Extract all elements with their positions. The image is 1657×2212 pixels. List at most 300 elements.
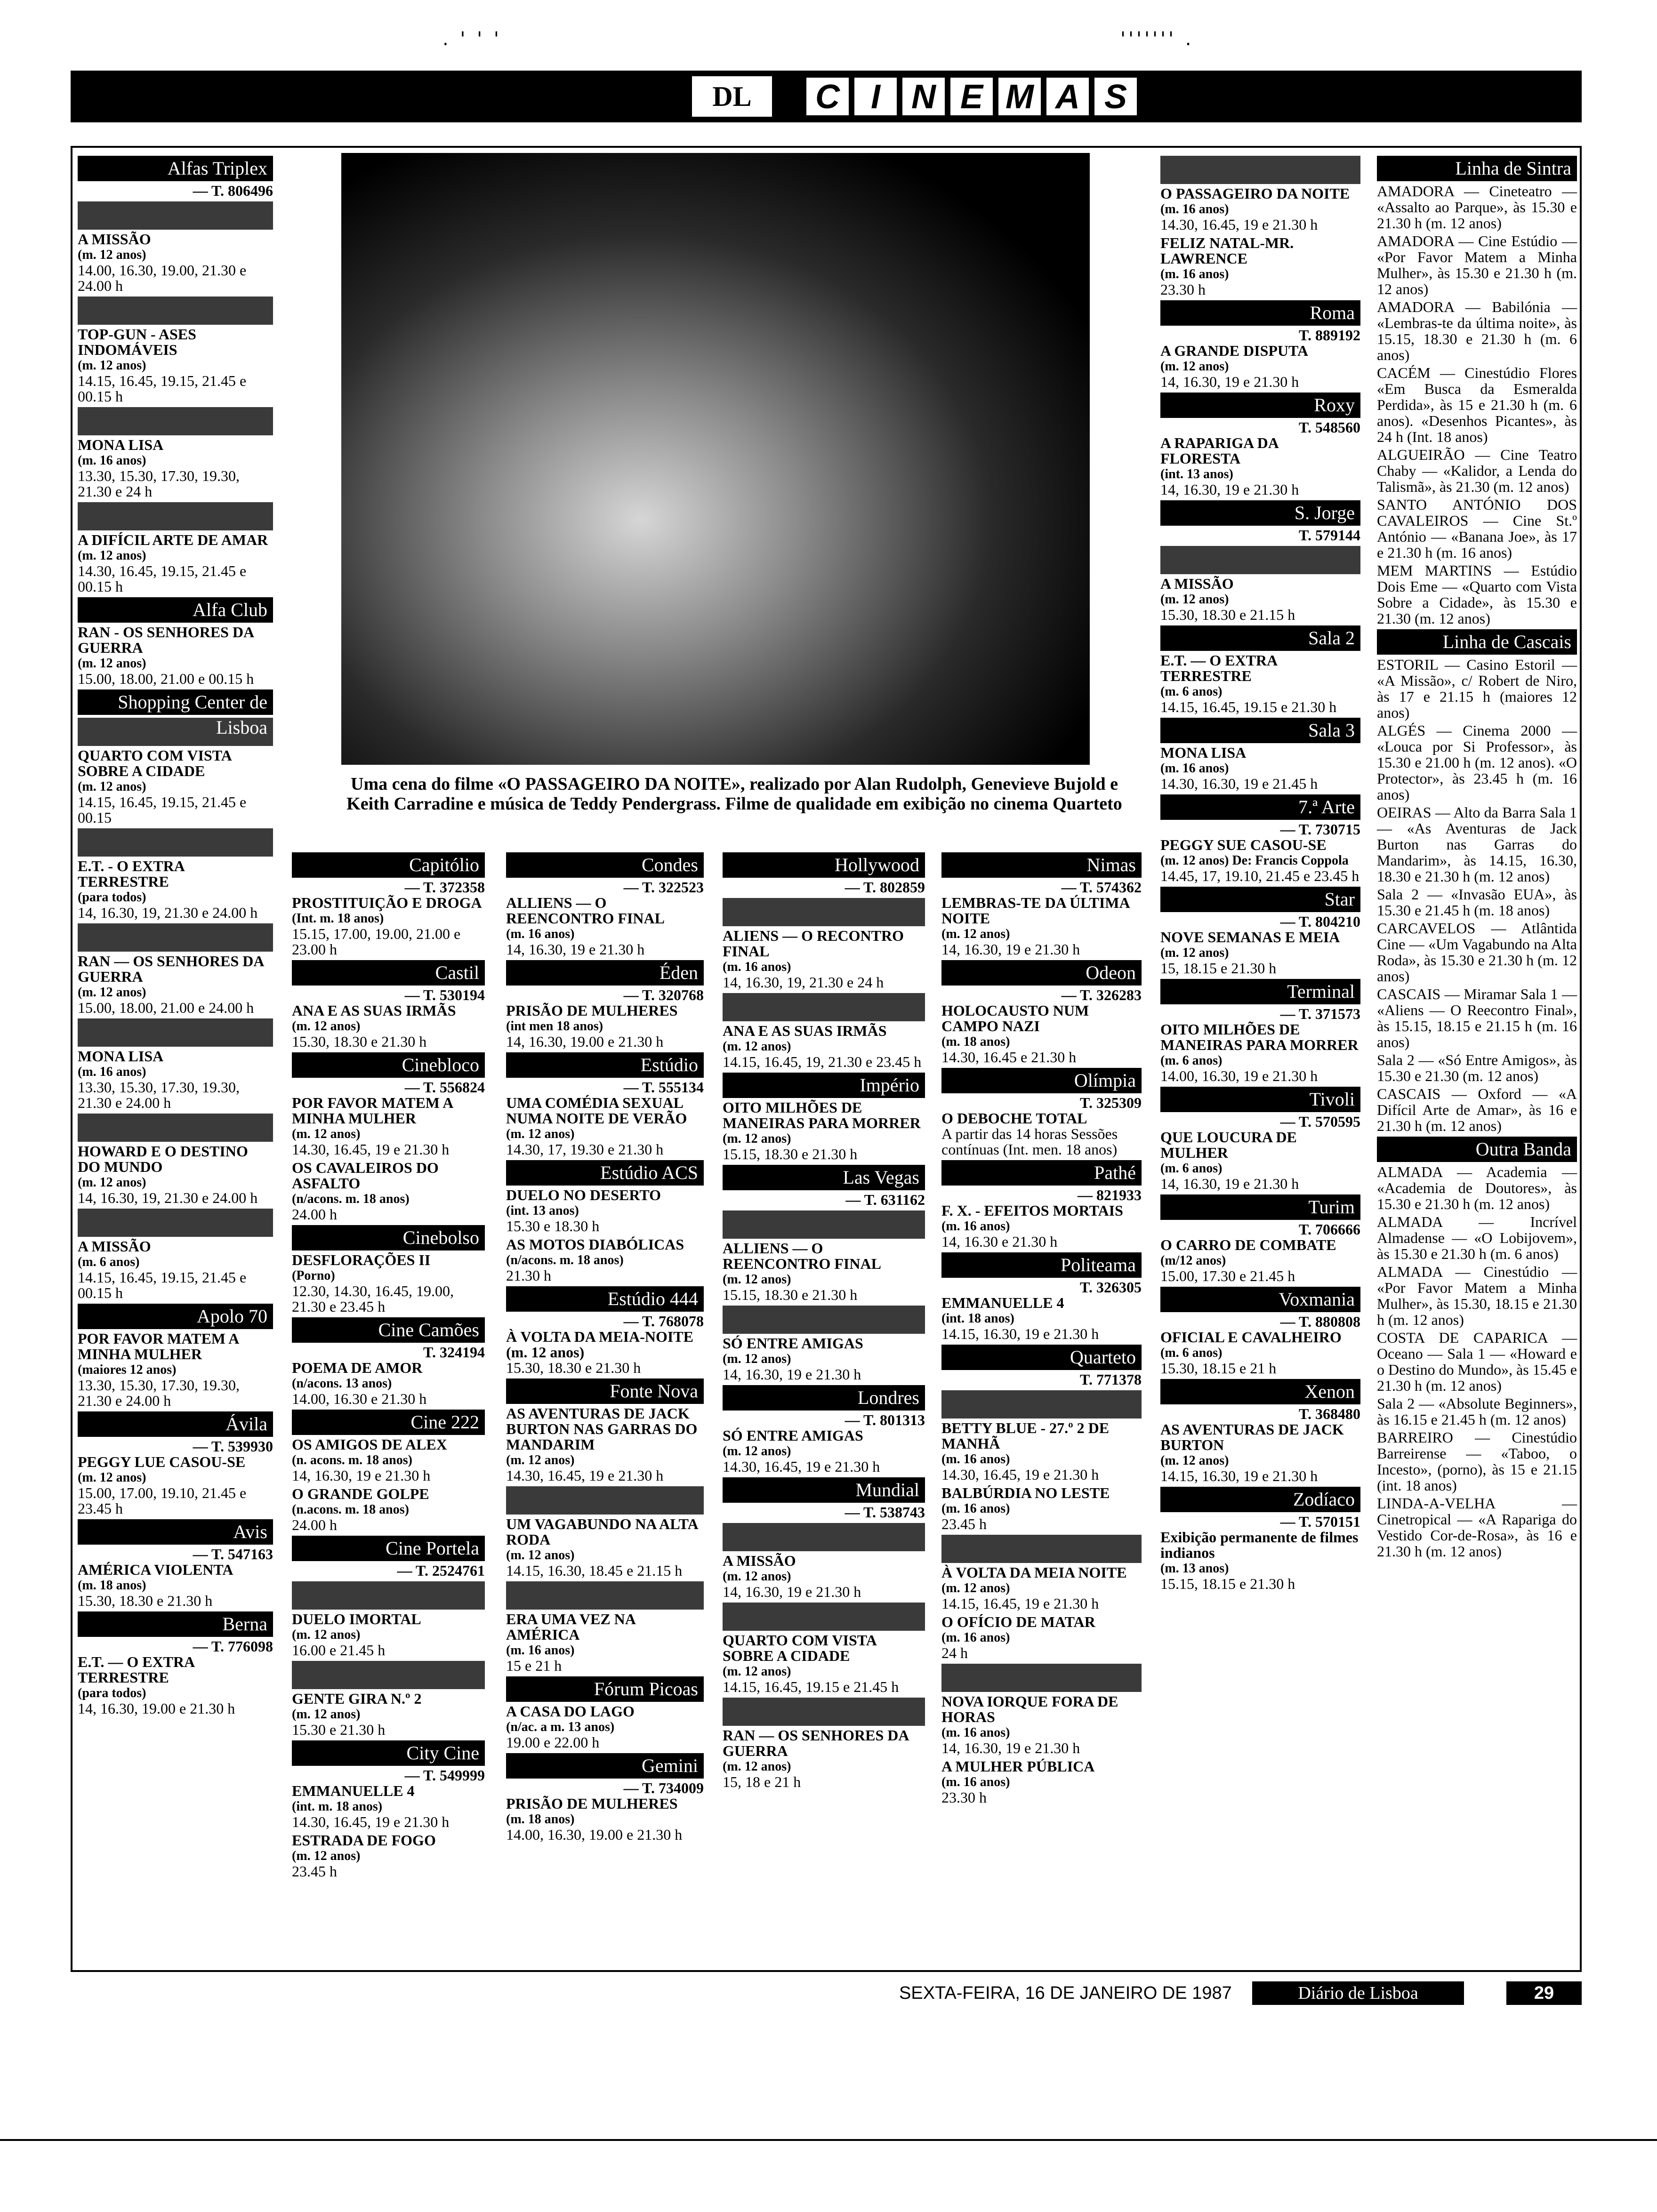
regional-listing: ALMADA — Academia — «Academia de Doutores», às 15.30 e 21.30 h (m. 12 anos)	[1377, 1163, 1577, 1212]
cinema-name: City Cine	[292, 1740, 485, 1766]
film-title: PROSTITUIÇÃO E DROGA	[292, 894, 482, 911]
showtimes: 14, 16.30, 19, 21.30 e 24.00 h	[78, 1189, 258, 1206]
cinema-name: Cinebolso	[292, 1225, 485, 1250]
film-entry	[292, 1095, 485, 1157]
cinema-name: Castil	[292, 960, 485, 986]
showtimes: 15.30, 18.30 e 21.30 h	[78, 1592, 213, 1609]
film-title: SÓ ENTRE AMIGAS	[723, 1335, 863, 1352]
regional-listing: Sala 2 — «Só Entre Amigos», às 15.30 e 21.30 (m. 12 anos)	[1377, 1051, 1577, 1084]
film-title: MONA LISA	[78, 1048, 164, 1065]
film-entry	[1160, 1130, 1360, 1192]
showtimes: 14.45, 17, 19.10, 21.45 e 23.45 h	[1160, 867, 1359, 884]
film-title: A GRANDE DISPUTA	[1160, 342, 1309, 359]
newspaper-name: Diário de Lisboa	[1252, 1981, 1464, 2005]
regional-listing: AMADORA — Babilónia — «Lembras-te da última noite», às 15.15, 18.30 e 21.30 h (m. 6 anos)	[1377, 298, 1577, 363]
cinema-name: Nimas	[941, 852, 1142, 878]
cinema-phone: — T. 776098	[193, 1638, 273, 1655]
age-rating: (m. 12 anos)	[292, 1127, 361, 1141]
top-marks-left: . ' ' '	[442, 28, 502, 50]
cinema-name: Gemini	[506, 1753, 704, 1779]
film-title: LEMBRAS-TE DA ÚLTIMA NOITE	[941, 894, 1129, 927]
age-rating: (int. 13 anos)	[506, 1203, 579, 1218]
film-entry	[78, 1114, 273, 1206]
film-entry	[506, 895, 704, 957]
cinema-phone: — T. 574362	[1061, 879, 1142, 896]
film-thumbnail	[78, 828, 273, 857]
showtimes: 14.15, 16.45, 19.15, 21.45 e 00.15	[78, 793, 247, 826]
film-entry	[941, 1111, 1142, 1157]
regional-listing: ALMADA — Cinestúdio — «Por Favor Matem a Minha Mulher», às 15.30, 18.15 e 21.30 h (m. 12 anos)	[1377, 1263, 1577, 1328]
showtimes: 14, 16.30, 19 e 21.30 h	[941, 1739, 1080, 1756]
film-thumbnail	[723, 898, 925, 926]
cinema-phone: T. 326305	[1080, 1279, 1142, 1296]
film-title: Exibição permanente de filmes indianos	[1160, 1529, 1359, 1561]
age-rating: (m. 16 anos)	[506, 927, 575, 941]
age-rating: (m. 12 anos)	[78, 548, 146, 563]
cinema-phone: — T. 322523	[623, 879, 704, 896]
showtimes: 15.15, 18.30 e 21.30 h	[723, 1146, 858, 1162]
showtimes: 15.15, 18.15 e 21.30 h	[1160, 1575, 1295, 1592]
showtimes: 15.15, 18.30 e 21.30 h	[723, 1286, 858, 1303]
cinema-phone: — T. 570595	[1280, 1113, 1360, 1130]
film-entry	[723, 993, 925, 1070]
film-title: A RAPARIGA DA FLORESTA	[1160, 434, 1279, 467]
showtimes: 14.00, 16.30, 19.00 e 21.30 h	[506, 1826, 683, 1843]
film-entry	[1160, 653, 1360, 715]
cinema-name: Outra Banda	[1377, 1137, 1577, 1162]
film-thumbnail	[723, 1306, 925, 1334]
showtimes: 14, 16.30, 19 e 21.30 h	[941, 941, 1080, 958]
film-thumbnail	[78, 1114, 273, 1142]
regional-listing: AMADORA — Cine Estúdio — «Por Favor Matem a Minha Mulher», às 15.30 e 21.30 h (m. 12 anos)	[1377, 232, 1577, 297]
film-entry	[1160, 930, 1360, 976]
film-thumbnail	[1160, 156, 1360, 184]
film-title: AS MOTOS DIABÓLICAS	[506, 1236, 684, 1253]
film-entry	[941, 1003, 1142, 1065]
film-entry	[723, 1100, 925, 1162]
showtimes: 14.15, 16.45, 19.15 e 21.30 h	[1160, 698, 1337, 715]
title-letter: I	[853, 76, 898, 117]
cinema-name: Zodíaco	[1160, 1487, 1360, 1512]
age-rating: (m. 12 anos)	[78, 248, 146, 262]
cinema-name: S. Jorge	[1160, 500, 1360, 526]
film-entry	[78, 1018, 273, 1111]
cinema-name: Olímpia	[941, 1068, 1142, 1093]
film-title: RAN — OS SENHORES DA GUERRA	[78, 953, 264, 985]
showtimes: 15, 18.15 e 21.30 h	[1160, 960, 1277, 977]
cinema-name: Alfas Triplex	[78, 156, 273, 181]
cinema-phone: T. 548560	[1299, 419, 1360, 436]
film-entry	[506, 1095, 704, 1157]
issue-date: SEXTA-FEIRA, 16 DE JANEIRO DE 1987	[899, 1983, 1232, 2003]
film-entry	[506, 1406, 704, 1483]
regional-listing: SANTO ANTÓNIO DOS CAVALEIROS — Cine St.º António — «Banana Joe», às 17 e 21.30 h (m. 16 anos)	[1377, 496, 1577, 561]
film-entry	[723, 1603, 925, 1695]
film-entry	[78, 828, 273, 921]
film-still-photo	[341, 153, 1090, 765]
film-entry	[506, 1796, 704, 1843]
cinema-name: Berna	[78, 1611, 273, 1637]
film-entry	[292, 1833, 485, 1879]
showtimes: 14, 16.30, 19 e 21.30 h	[723, 1366, 861, 1383]
film-entry	[78, 502, 273, 594]
age-rating: (m. 16 anos)	[941, 1219, 1010, 1234]
cinema-phone: — 821933	[1078, 1186, 1142, 1203]
film-title: AS AVENTURAS DE JACK BURTON	[1160, 1421, 1344, 1453]
film-thumbnail	[506, 1486, 704, 1515]
title-letter: C	[805, 76, 850, 117]
cinema-phone: — T. 730715	[1280, 821, 1360, 838]
page-number: 29	[1506, 1981, 1582, 2005]
showtimes: 15.30, 18.30 e 21.30 h	[292, 1033, 427, 1050]
film-thumbnail	[292, 1661, 485, 1689]
showtimes: 14, 16.30, 19 e 21.30 h	[1160, 373, 1299, 390]
film-entry	[1160, 235, 1360, 297]
cinema-name: Estúdio	[506, 1052, 704, 1078]
film-title: OITO MILHÕES DE MANEIRAS PARA MORRER	[1160, 1021, 1359, 1053]
age-rating: (n/acons. m. 18 anos)	[506, 1253, 624, 1267]
title-letter: S	[1093, 76, 1138, 117]
film-entry	[941, 1759, 1142, 1805]
showtimes: 14, 16.30, 19 e 21.30 h	[1160, 1175, 1299, 1192]
film-title: ANA E AS SUAS IRMÃS	[723, 1022, 887, 1039]
cinema-name: Fórum Picoas	[506, 1676, 704, 1702]
film-title: A MULHER PÚBLICA	[941, 1758, 1095, 1775]
cinema-name: Estúdio ACS	[506, 1160, 704, 1186]
film-title: QUARTO COM VISTA SOBRE A CIDADE	[78, 747, 232, 779]
showtimes: 13.30, 15.30, 17.30, 19.30, 21.30 e 24.00 h	[78, 1377, 240, 1409]
showtimes: 23.30 h	[941, 1789, 987, 1806]
cinema-phone: — T. 555134	[623, 1079, 704, 1096]
film-entry	[723, 1210, 925, 1303]
regional-listing: ALGÉS — Cinema 2000 — «Louca por Si Professor», às 15.30 e 21.00 h (m. 12 anos). «O Protector», às 23.45 h (m. 16 anos)	[1377, 722, 1577, 803]
regional-listing: BARREIRO — Cinestúdio Barreirense — «Taboo, o Incesto», (porno), às 15 e 21.15 (int. 18 anos)	[1377, 1429, 1577, 1494]
film-entry	[292, 1486, 485, 1533]
showtimes: 14, 16.30, 19 e 21.30 h	[1160, 481, 1299, 498]
film-title: RAN — OS SENHORES DA GUERRA	[723, 1727, 909, 1759]
film-thumbnail	[78, 407, 273, 435]
film-thumbnail	[723, 1210, 925, 1239]
film-title: UM VAGABUNDO NA ALTA RODA	[506, 1515, 698, 1548]
showtimes: 14.15, 16.45, 19 e 21.30 h	[941, 1595, 1099, 1612]
cinema-phone: — T. 556824	[404, 1079, 485, 1096]
age-rating: (m. 16 anos)	[941, 1452, 1010, 1467]
film-title: HOWARD E O DESTINO DO MUNDO	[78, 1143, 248, 1175]
film-entry	[941, 1614, 1142, 1661]
film-title: E.T. — O EXTRA TERRESTRE	[1160, 652, 1277, 684]
film-thumbnail	[941, 1664, 1142, 1692]
age-rating: (m. 12 anos)	[78, 1175, 146, 1190]
film-entry	[78, 297, 273, 404]
age-rating: (m. 18 anos)	[506, 1812, 575, 1827]
regional-listing: LINDA-A-VELHA — Cinetropical — «A Rapariga do Vestido Cor-de-Rosa», às 16 e 21.30 h (m. 12 anos)	[1377, 1495, 1577, 1560]
showtimes: 24.00 h	[292, 1516, 337, 1533]
film-entry	[1160, 343, 1360, 390]
film-title: ESTRADA DE FOGO	[292, 1832, 436, 1849]
film-entry	[941, 1203, 1142, 1250]
cinema-name: Sala 3	[1160, 718, 1360, 743]
showtimes: 19.00 e 22.00 h	[506, 1734, 600, 1751]
bottom-rule	[0, 2139, 1657, 2141]
cinema-phone: — T. 549999	[404, 1767, 485, 1784]
listing-column-4	[723, 850, 925, 1793]
film-entry	[292, 1661, 485, 1738]
regional-listing: CASCAIS — Miramar Sala 1 — «Aliens — O Reecontro Final», às 15.15, 18.15 e 21.15 h (m. 16 anos)	[1377, 986, 1577, 1050]
film-entry	[941, 1535, 1142, 1611]
showtimes: 14.30, 16.45, 19 e 21.30 h	[506, 1467, 664, 1484]
film-title: OS CAVALEIROS DO ASFALTO	[292, 1159, 439, 1192]
age-rating: (m. 12 anos)	[292, 1627, 361, 1642]
film-entry	[78, 625, 273, 687]
showtimes: 21.30 h	[506, 1267, 551, 1284]
showtimes: 15.30, 18.30 e 21.30 h	[506, 1359, 641, 1376]
age-rating: (int. 13 anos)	[1160, 467, 1233, 481]
showtimes: 14, 16.30, 19 e 21.30 h	[723, 1583, 861, 1600]
film-title: A MISSÃO	[723, 1552, 796, 1569]
film-title: PRISÃO DE MULHERES	[506, 1002, 678, 1019]
showtimes: 14, 16.30, 19.00 e 21.30 h	[78, 1700, 235, 1717]
age-rating: (int men 18 anos)	[506, 1019, 603, 1034]
film-title: QUE LOUCURA DE MULHER	[1160, 1129, 1297, 1161]
showtimes: 14, 16.30, 19.00 e 21.30 h	[506, 1033, 664, 1050]
cinema-phone: T. 889192	[1299, 327, 1360, 344]
age-rating: (m. 12 anos)	[292, 1707, 361, 1722]
regional-listing: COSTA DE CAPARICA — Oceano — Sala 1 — «Howard e o Destino do Mundo», às 15.45 e 21.30 h (m. 12 anos)	[1377, 1329, 1577, 1394]
showtimes: 15, 18 e 21 h	[723, 1773, 801, 1790]
age-rating: (int. m. 18 anos)	[292, 1799, 383, 1814]
cinema-phone: — T. 371573	[1280, 1005, 1360, 1022]
film-title: E.T. - O EXTRA TERRESTRE	[78, 858, 185, 890]
showtimes: 14, 16.30, 19 e 21.30 h	[292, 1467, 431, 1484]
showtimes: 13.30, 15.30, 17.30, 19.30, 21.30 e 24.00 h	[78, 1079, 240, 1111]
showtimes: 15.30, 18.15 e 21 h	[1160, 1360, 1277, 1377]
film-title: A DIFÍCIL ARTE DE AMAR	[78, 531, 268, 548]
listing-column-5	[941, 850, 1142, 1808]
showtimes: 14.15, 16.45, 19.15, 21.45 e 00.15 h	[78, 1269, 247, 1301]
film-title: PRISÃO DE MULHERES	[506, 1795, 678, 1812]
film-title: F. X. - EFEITOS MORTAIS	[941, 1202, 1123, 1219]
showtimes: 14.15, 16.30, 18.45 e 21.15 h	[506, 1562, 683, 1579]
cinema-name: Voxmania	[1160, 1287, 1360, 1312]
film-thumbnail	[723, 1698, 925, 1726]
showtimes: 24 h	[941, 1644, 968, 1661]
age-rating: (m. 16 anos)	[1160, 202, 1229, 216]
film-thumbnail	[1160, 546, 1360, 574]
film-entry	[78, 1654, 273, 1716]
section-title	[805, 76, 1138, 117]
film-title: NOVE SEMANAS E MEIA	[1160, 929, 1340, 946]
cinema-phone: — T. 768078	[623, 1313, 704, 1330]
film-title: ALLIENS — O REENCONTRO FINAL	[723, 1240, 881, 1272]
age-rating: (m. 18 anos)	[78, 1578, 146, 1593]
showtimes: 15.00, 17.00, 19.10, 21.45 e 23.45 h	[78, 1484, 247, 1517]
regional-listing: AMADORA — Cineteatro — «Assalto ao Parque», às 15.30 e 21.30 h (m. 12 anos)	[1377, 183, 1577, 232]
age-rating: (m. 16 anos)	[941, 1630, 1010, 1645]
film-entry	[506, 1704, 704, 1750]
age-rating: (para todos)	[78, 890, 146, 905]
age-rating: (m. 12 anos)	[941, 1581, 1010, 1595]
cinema-name: Sala 2	[1160, 625, 1360, 651]
showtimes: 15.30, 18.30 e 21.15 h	[1160, 606, 1295, 623]
regional-listing: CASCAIS — Oxford — «A Difícil Arte de Amar», às 16 e 21.30 h (m. 12 anos)	[1377, 1085, 1577, 1134]
cinema-phone: — T. 880808	[1280, 1313, 1360, 1330]
cinema-name: Star	[1160, 887, 1360, 912]
film-title: MONA LISA	[1160, 744, 1247, 761]
film-title: O GRANDE GOLPE	[292, 1485, 429, 1502]
age-rating: (m. 12 anos)	[78, 358, 146, 373]
film-thumbnail	[78, 1018, 273, 1047]
showtimes: 13.30, 15.30, 17.30, 19.30, 21.30 e 24 h	[78, 467, 240, 500]
film-thumbnail	[78, 1209, 273, 1237]
age-rating: (m. 12 anos)	[292, 1019, 361, 1034]
age-rating: (Porno)	[292, 1268, 335, 1283]
film-entry	[78, 1454, 273, 1516]
title-letter: N	[901, 76, 946, 117]
showtimes: 14, 16.30 e 21.30 h	[941, 1233, 1058, 1250]
age-rating: (m. 12 anos)	[723, 1664, 791, 1679]
film-entry	[723, 1523, 925, 1600]
film-entry	[1160, 837, 1360, 884]
film-title: A MISSÃO	[78, 231, 151, 248]
cinema-name: Ávila	[78, 1411, 273, 1437]
cinema-name: Roxy	[1160, 393, 1360, 418]
film-title: ANA E AS SUAS IRMÃS	[292, 1002, 456, 1019]
cinema-name: Éden	[506, 960, 704, 986]
cinema-name: Linha de Sintra	[1377, 156, 1577, 181]
showtimes: 14.30, 16.45, 19 e 21.30 h	[723, 1458, 880, 1475]
film-title: DESFLORAÇÕES II	[292, 1251, 431, 1268]
film-entry	[292, 1360, 485, 1407]
age-rating: (m/12 anos)	[1160, 1253, 1226, 1268]
film-title: HOLOCAUSTO NUM CAMPO NAZI	[941, 1002, 1089, 1034]
cinema-name: Politeama	[941, 1252, 1142, 1278]
film-entry	[78, 1209, 273, 1301]
showtimes: 15.30 e 21.30 h	[292, 1721, 386, 1738]
age-rating: (Int. m. 18 anos)	[292, 911, 384, 926]
cinema-name: Pathé	[941, 1160, 1142, 1186]
film-thumbnail	[78, 201, 273, 230]
film-title: ALLIENS — O REENCONTRO FINAL	[506, 894, 665, 927]
film-thumbnail	[723, 1603, 925, 1631]
age-rating: (m. 12 anos)	[506, 1453, 575, 1467]
film-title: OS AMIGOS DE ALEX	[292, 1436, 447, 1453]
showtimes: 15.00, 18.00, 21.00 e 00.15 h	[78, 670, 254, 687]
film-entry	[1160, 156, 1360, 232]
film-title: DUELO NO DESERTO	[506, 1186, 661, 1203]
film-title: BETTY BLUE - 27.º 2 DE MANHÃ	[941, 1419, 1110, 1452]
cinema-name: Hollywood	[723, 852, 925, 878]
age-rating: (n. acons. m. 18 anos)	[292, 1453, 412, 1467]
age-rating: (m. 16 anos)	[941, 1725, 1010, 1740]
showtimes: 15.00, 18.00, 21.00 e 24.00 h	[78, 999, 254, 1016]
cinema-name: 7.ª Arte	[1160, 794, 1360, 820]
showtimes: 23.30 h	[1160, 281, 1206, 298]
film-thumbnail	[78, 923, 273, 952]
showtimes: 24.00 h	[292, 1206, 337, 1223]
cinema-phone: T. 771378	[1080, 1371, 1142, 1388]
film-entry	[506, 1329, 704, 1376]
cinema-phone: — T. 539930	[193, 1438, 273, 1455]
film-thumbnail	[506, 1581, 704, 1610]
age-rating: (maiores 12 anos)	[78, 1362, 177, 1377]
cinema-name: Cine Camões	[292, 1317, 485, 1343]
film-entry	[78, 201, 273, 294]
listing-column-6	[1160, 153, 1360, 1595]
age-rating: (m. 12 anos)	[723, 1759, 791, 1774]
film-entry	[941, 1390, 1142, 1483]
age-rating: (m. 12 anos)	[723, 1352, 791, 1366]
cinema-phone: T. 368480	[1299, 1405, 1360, 1422]
film-entry	[292, 1437, 485, 1483]
film-title: UMA COMÉDIA SEXUAL NUMA NOITE DE VERÃO	[506, 1094, 687, 1127]
cinema-name: Alfa Club	[78, 597, 273, 623]
age-rating: (m. 6 anos)	[1160, 684, 1223, 699]
age-rating: (m. 16 anos)	[506, 1643, 575, 1658]
age-rating: (m. 18 anos)	[941, 1034, 1010, 1049]
age-rating: (m. 6 anos)	[1160, 1161, 1223, 1176]
film-title: E.T. — O EXTRA TERRESTRE	[78, 1653, 194, 1686]
cinema-name: Odeon	[941, 960, 1142, 986]
film-entry	[941, 895, 1142, 957]
age-rating: (m. 12 anos)	[292, 1849, 361, 1863]
film-thumbnail	[292, 1581, 485, 1610]
cinema-phone: — T. 801313	[845, 1411, 925, 1428]
film-title: OFICIAL E CAVALHEIRO	[1160, 1329, 1342, 1346]
age-rating: (n/ac. a m. 13 anos)	[506, 1720, 615, 1734]
cinema-phone: T. 324194	[423, 1344, 485, 1361]
age-rating: (m. 12 anos)	[78, 779, 146, 794]
film-title: POR FAVOR MATEM A MINHA MULHER	[78, 1330, 239, 1362]
cinema-phone: — T. 530194	[404, 986, 485, 1003]
film-entry	[941, 1485, 1142, 1532]
cinema-phone: T. 325309	[1080, 1094, 1142, 1111]
cinema-phone: — T. 547163	[193, 1546, 273, 1563]
film-entry	[292, 1581, 485, 1658]
cinema-phone: — T. 631162	[845, 1191, 925, 1208]
regional-listing: CACÉM — Cinestúdio Flores «Em Busca da Esmeralda Perdida», às 15 e 21.30 h (m. 6 anos). «Desenhos Picantes», às 24 h (Int. 18 anos)	[1377, 364, 1577, 445]
film-entry	[506, 1003, 704, 1050]
title-letter: M	[997, 76, 1042, 117]
film-entry	[723, 1698, 925, 1790]
film-title: DUELO IMORTAL	[292, 1611, 421, 1627]
age-rating: (m. 12 anos)	[1160, 946, 1229, 960]
cinema-name: Terminal	[1160, 979, 1360, 1004]
film-thumbnail	[78, 502, 273, 530]
film-entry	[292, 1003, 485, 1050]
film-thumbnail	[723, 1523, 925, 1551]
film-entry	[941, 1295, 1142, 1342]
age-rating: (m. 12 anos) De: Francis Coppola	[1160, 853, 1349, 868]
cinema-name: Las Vegas	[723, 1165, 925, 1190]
age-rating: (m. 12 anos)	[941, 927, 1010, 941]
age-rating: (m. 13 anos)	[1160, 1561, 1229, 1576]
film-entry	[506, 1237, 704, 1283]
age-rating: (n/acons. m. 18 anos)	[292, 1192, 410, 1206]
age-rating: (m. 16 anos)	[1160, 761, 1229, 776]
cinema-phone: — T. 734009	[623, 1779, 704, 1796]
cinema-phone: — T. 804210	[1280, 913, 1360, 930]
film-entry	[1160, 1022, 1360, 1084]
film-title: ALIENS — O RECONTRO FINAL	[723, 927, 904, 960]
film-thumbnail	[723, 993, 925, 1021]
film-title: EMMANUELLE 4	[941, 1294, 1064, 1311]
cinema-name: Condes	[506, 852, 704, 878]
age-rating: (m. 16 anos)	[941, 1501, 1010, 1516]
film-entry	[78, 407, 273, 499]
film-entry	[292, 895, 485, 957]
age-rating: (m. 12 anos)	[1160, 592, 1229, 607]
showtimes: 23.45 h	[292, 1863, 337, 1880]
